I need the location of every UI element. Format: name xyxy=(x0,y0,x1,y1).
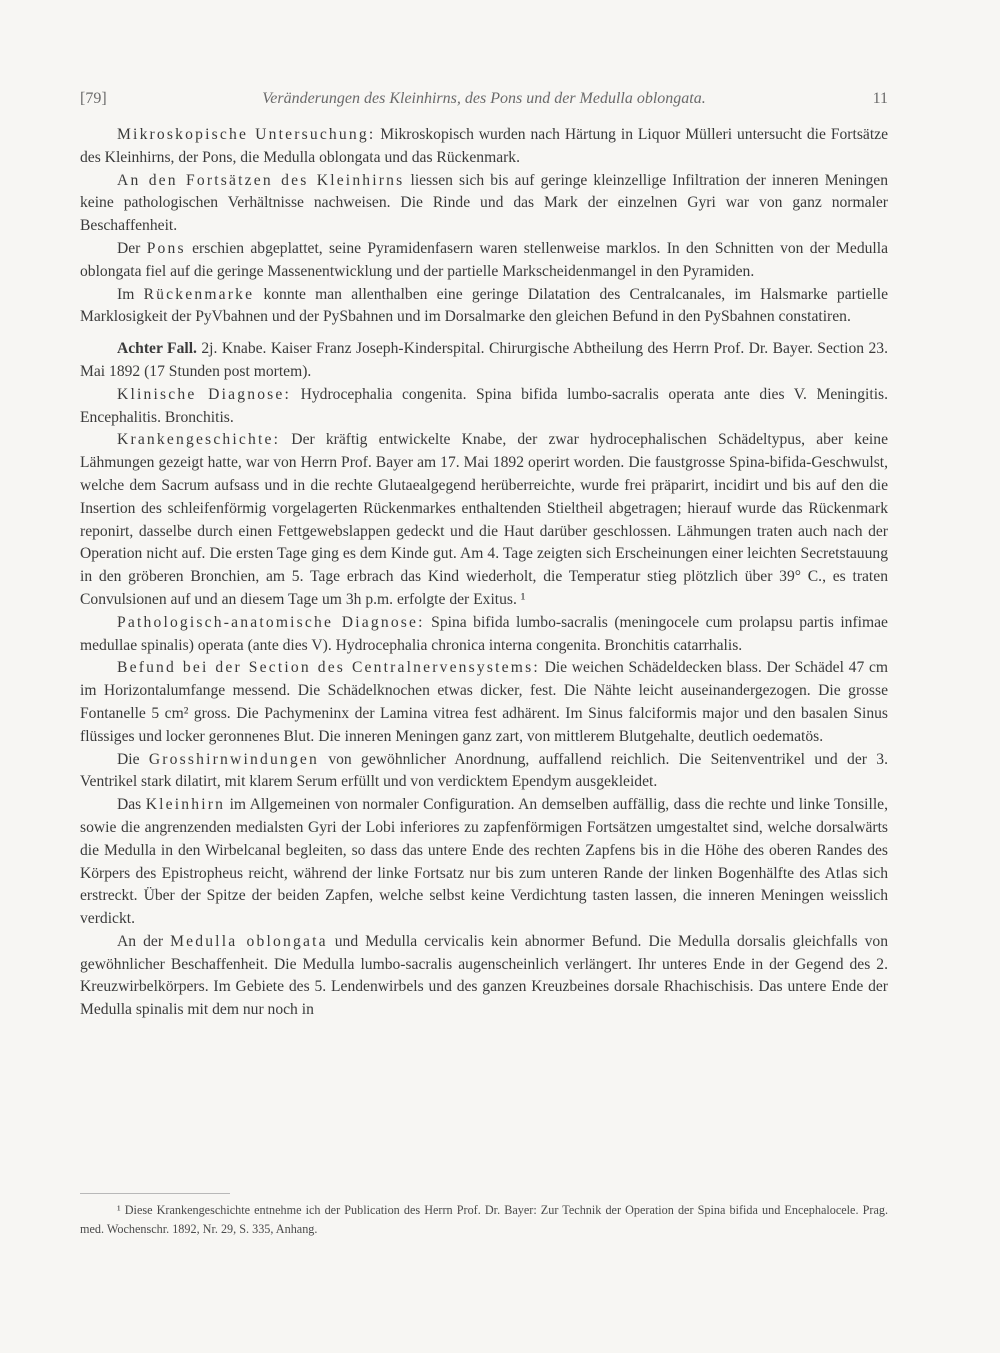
case-heading-paragraph: Achter Fall. 2j. Knabe. Kaiser Franz Joseph-Kinderspital. Chirurgische Abtheilung des Herrn Prof. Dr. Bayer. Section 23. Mai 1892 (17 Stunden post mortem). xyxy=(80,340,888,380)
paragraph: Mikroskopische Untersuchung: Mikroskopisch wurden nach Härtung in Liquor Mülleri untersucht die Fortsätze des Kleinhirns, der Pons, die Medulla oblongata und das Rückenmark. xyxy=(80,126,888,166)
body-text xyxy=(80,124,888,1022)
running-header xyxy=(80,90,888,112)
header-title: Veränderungen des Kleinhirns, des Pons und der Medulla oblongata. xyxy=(262,90,706,107)
paragraph: Befund bei der Section des Centralnervensystems: Die weichen Schädeldecken blass. Der Schädel 47 cm im Horizontalumfange messend. Die Schädelknochen etwas dicker, fest. Die Nähte leicht auseinandergezogen. Die grosse Fontanelle 5 cm² gross. Die Pachymeninx der Lamina vitrea fest adhärent. Im Sinus falciformis major und den basalen Sinus flüssiges und locker geronnenes Blut. Die inneren Meningen ganz zart, von mittlerem Blutgehalte, deutlich oedematös. xyxy=(80,659,888,745)
paragraph: An der Medulla oblongata und Medulla cervicalis kein abnormer Befund. Die Medulla dorsalis gleichfalls von gewöhnlicher Beschaffenheit. Die Medulla lumbo-sacralis augenscheinlich verlängert. Ihr unteres Ende in der Gegend des 2. Kreuzwirbelkörpers. Im Gebiete des 5. Lendenwirbels und des ganzen Kreuzbeines dorsale Rhachischisis. Das untere Ende der Medulla spinalis mit dem nur noch in xyxy=(80,932,888,1019)
spaced-heading: Pons xyxy=(146,239,186,257)
paragraph: Die Grosshirnwindungen von gewöhnlicher Anordnung, auffallend reichlich. Die Seitenventrikel und der 3. Ventrikel stark dilatirt, mit klarem Serum erfüllt und von verdicktem Ependym ausgekleidet. xyxy=(80,750,888,791)
spaced-heading: Grosshirnwindungen xyxy=(148,750,319,768)
paragraph: An den Fortsätzen des Kleinhirns liessen sich bis auf geringe kleinzellige Infiltration der inneren Meningen keine pathologischen Verhältnisse nachweisen. Die Rinde und das Mark der einzelnen Gyri war von ganz normaler Beschaffenheit. xyxy=(80,171,888,235)
paragraph: Klinische Diagnose: Hydrocephalia congenita. Spina bifida lumbo-sacralis operata ante dies V. Meningitis. Encephalitis. Bronchitis. xyxy=(80,385,888,426)
spaced-heading: An den Fortsätzen des Kleinhirns xyxy=(117,171,405,189)
spaced-heading: Rückenmarke xyxy=(143,285,255,303)
paragraph: Im Rückenmarke konnte man allenthalben eine geringe Dilatation des Centralcanales, im Halsmarke partielle Marklosigkeit der PyVbahnen und der PySbahnen und im Dorsalmarke den gleichen Befund in den PySbahnen constatiren. xyxy=(80,285,888,326)
spaced-heading: Kleinhirn xyxy=(145,796,226,814)
spaced-heading: Befund bei der Section des Centralnervensystems: xyxy=(117,659,540,677)
header-section-number: [79] xyxy=(80,90,107,107)
spaced-heading: Mikroskopische Untersuchung: xyxy=(117,126,376,143)
case-title: Achter Fall. xyxy=(117,340,197,358)
paragraph: Das Kleinhirn im Allgemeinen von normaler Configuration. An demselben auffällig, dass die rechte und linke Tonsille, sowie die angrenzenden medialsten Gyri der Lobi inferiores zu zapfenförmigen Fortsätzen umgestaltet sind, welche dorsalwärts die Medulla in den Wirbelcanal begleiten, so dass das untere Ende des rechten Zapfens bis in die Höhe des oberen Randes des Körpers des Epistropheus reicht, während der linke Fortsatz nur bis zum unteren Rande der linken Bogenhälfte des Atlas sich erstreckt. Über der Spitze der beiden Zapfen, welche selbst keine Verdichtung tasten lassen, die inneren Meningen weisslich verdickt. xyxy=(80,796,889,928)
footnote-divider xyxy=(80,1193,230,1194)
paragraph: Krankengeschichte: Der kräftig entwickelte Knabe, der zwar hydrocephalischen Schädeltypus, aber keine Lähmungen gezeigt hatte, war von Herrn Prof. Bayer am 17. Mai 1892 operirt worden. Die faustgrosse Spina-bifida-Geschwulst, welche dem Sacrum aufsass und in die rechte Glutaealgegend herüberreichte, wurde frei präparirt, incidirt und bis auf den die Insertion des schleifenförmig vorgelagerten Rückenmarkes enthaltenden Stieltheil abgetragen; hierauf wurde das Rückenmark reponirt, dasselbe durch einen Fettgewebslappen gedeckt und die Haut darüber geschlossen. Lähmungen traten auch nach der Operation nicht auf. Die ersten Tage ging es dem Kinde gut. Am 4. Tage zeigten sich Erscheinungen einer leichten Secretstauung in den gröberen Bronchien, am 5. Tage erbrach das Kind wiederholt, die Temperatur stieg plötzlich über 39° C., es traten Convulsionen auf und an diesem Tage um 3h p.m. erfolgte der Exitus. ¹ xyxy=(80,431,888,608)
spaced-heading: Medulla oblongata xyxy=(170,932,328,950)
spaced-heading: Pathologisch-anatomische Diagnose: xyxy=(117,613,425,631)
paragraph: Der Pons erschien abgeplattet, seine Pyramidenfasern waren stellenweise marklos. In den Schnitten von der Medulla oblongata fiel auf die geringe Massenentwicklung und der partielle Markscheidenmangel in den Pyramiden. xyxy=(80,239,888,280)
footnote-text: ¹ Diese Krankengeschichte entnehme ich der Publication des Herrn Prof. Dr. Bayer: Zur Technik der Operation der Spina bifida und Encephalocele. Prag. med. Wochenschr. 1892, Nr. 29, S. 335, Anhang. xyxy=(80,1203,888,1236)
page-number: 11 xyxy=(872,90,888,107)
paragraph: Pathologisch-anatomische Diagnose: Spina bifida lumbo-sacralis (meningocele cum prolapsu partis infimae medullae spinalis) operata (ante dies V). Hydrocephalia chronica interna congenita. Bronchitis catarrhalis. xyxy=(80,613,888,654)
spaced-heading: Krankengeschichte: xyxy=(117,431,281,449)
spaced-heading: Klinische Diagnose: xyxy=(117,385,292,403)
footnote xyxy=(80,1201,888,1239)
